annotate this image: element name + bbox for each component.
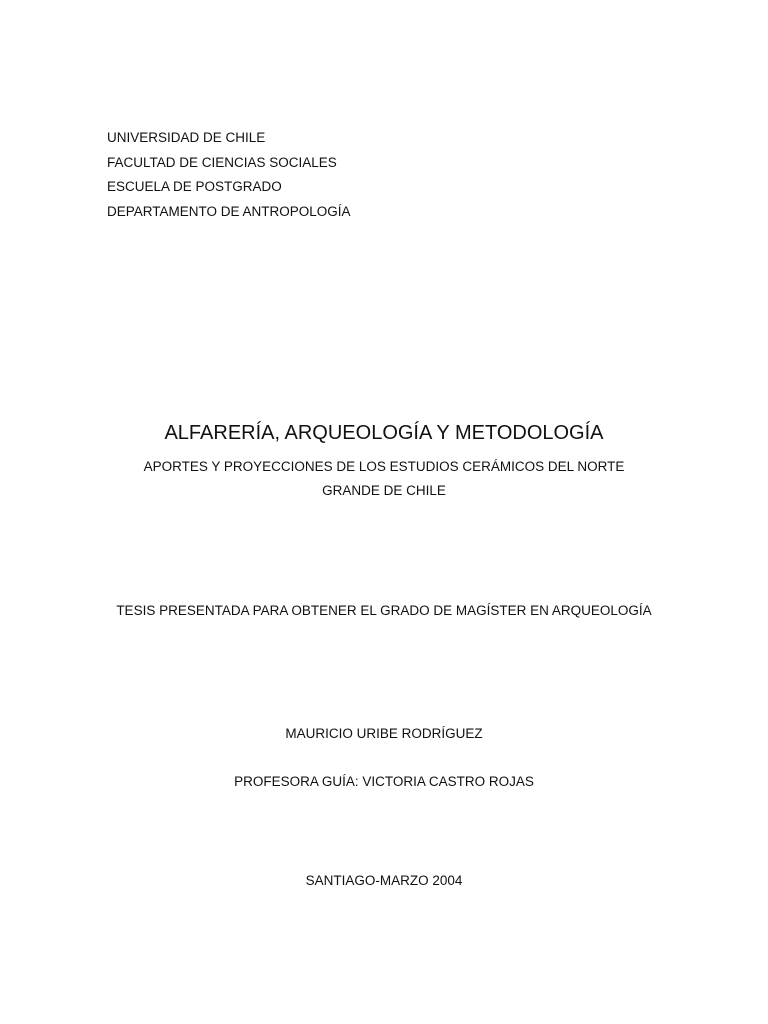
school-name: ESCUELA DE POSTGRADO	[107, 179, 282, 194]
thesis-subtitle: APORTES Y PROYECCIONES DE LOS ESTUDIOS CERÁMICOS DEL NORTE GRANDE DE CHILE	[143, 459, 625, 498]
thesis-title: ALFARERÍA, ARQUEOLOGÍA Y METODOLOGÍA	[164, 422, 604, 444]
advisor-name: PROFESORA GUÍA: VICTORIA CASTRO ROJAS	[234, 774, 534, 789]
degree-statement: TESIS PRESENTADA PARA OBTENER EL GRADO DE MAGÍSTER EN ARQUEOLOGÍA	[116, 603, 652, 618]
place-date: SANTIAGO-MARZO 2004	[305, 873, 463, 888]
thesis-subtitle-wrapper	[0, 455, 768, 503]
department-name: DEPARTAMENTO DE ANTROPOLOGÍA	[107, 203, 351, 219]
faculty-name: FACULTAD DE CIENCIAS SOCIALES	[107, 154, 337, 170]
author-name: MAURICIO URIBE RODRÍGUEZ	[285, 726, 483, 741]
university-name: UNIVERSIDAD DE CHILE	[107, 130, 266, 145]
institution-block	[107, 126, 351, 224]
